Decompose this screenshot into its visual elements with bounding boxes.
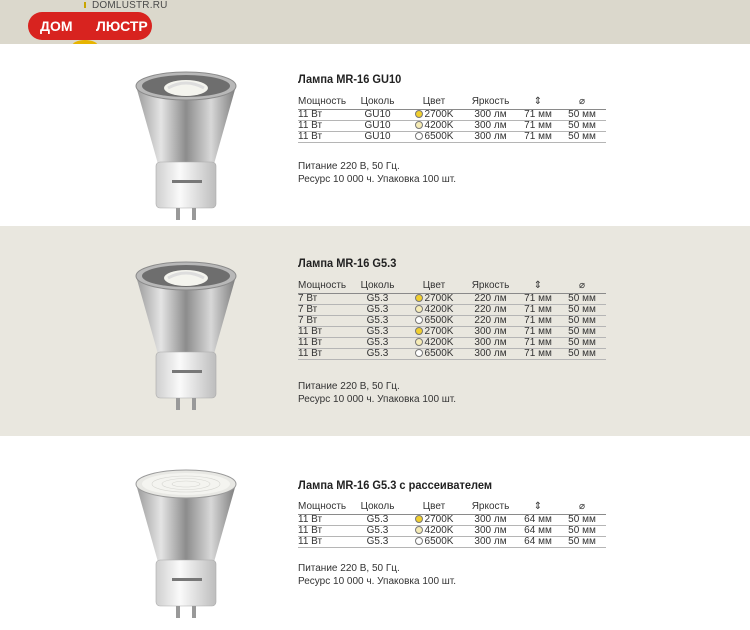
- cell-height: 71 мм: [518, 109, 558, 120]
- cell-base: G5.3: [350, 293, 405, 304]
- spec-row: [298, 514, 606, 525]
- cell-brightness: 300 лм: [463, 131, 518, 142]
- color-dot-icon: [415, 132, 423, 140]
- cell-color: [405, 120, 463, 131]
- cell-diameter: 50 мм: [558, 348, 606, 359]
- spec-table: [298, 500, 606, 548]
- logo-word-lustr: ЛЮСТР: [96, 18, 148, 34]
- cell-color-value: 4200K: [424, 336, 454, 348]
- cell-base: G5.3: [350, 514, 405, 525]
- cell-height: 64 мм: [518, 536, 558, 547]
- column-header-power: Мощность: [298, 279, 350, 293]
- color-dot-icon: [415, 526, 423, 534]
- cell-color-value: 2700K: [424, 292, 454, 304]
- cell-color-value: 2700K: [424, 108, 454, 120]
- cell-height: 71 мм: [518, 348, 558, 359]
- cell-diameter: 50 мм: [558, 337, 606, 348]
- color-dot-icon: [415, 327, 423, 335]
- cell-brightness: 300 лм: [463, 326, 518, 337]
- column-header-diameter: ⌀: [558, 95, 606, 109]
- spec-row: [298, 348, 606, 359]
- note-line: Питание 220 В, 50 Гц.: [298, 381, 400, 392]
- cell-power: 11 Вт: [298, 131, 350, 142]
- cell-base: GU10: [350, 131, 405, 142]
- column-header-base: Цоколь: [350, 95, 405, 109]
- cell-power: 11 Вт: [298, 348, 350, 359]
- cell-color: [405, 536, 463, 547]
- spec-row: [298, 337, 606, 348]
- column-header-diameter: ⌀: [558, 279, 606, 293]
- cell-height: 71 мм: [518, 337, 558, 348]
- cell-power: 11 Вт: [298, 109, 350, 120]
- spec-row: [298, 120, 606, 131]
- cell-base: G5.3: [350, 337, 405, 348]
- cell-base: G5.3: [350, 315, 405, 326]
- cell-brightness: 300 лм: [463, 514, 518, 525]
- color-dot-icon: [415, 305, 423, 313]
- cell-brightness: 300 лм: [463, 348, 518, 359]
- cell-color-value: 6500K: [424, 130, 454, 142]
- cell-color: [405, 514, 463, 525]
- cell-power: 11 Вт: [298, 536, 350, 547]
- spec-header-row: [298, 95, 606, 109]
- column-header-color: Цвет: [405, 279, 463, 293]
- cell-power: 11 Вт: [298, 326, 350, 337]
- product-title: Лампа MR-16 G5.3 с рассеивателем: [298, 478, 493, 492]
- cell-base: G5.3: [350, 348, 405, 359]
- color-dot-icon: [415, 121, 423, 129]
- cell-height: 71 мм: [518, 293, 558, 304]
- spec-header-row: [298, 500, 606, 514]
- product-section-gu10: [0, 44, 750, 226]
- cell-color: [405, 525, 463, 536]
- color-dot-icon: [415, 338, 423, 346]
- spec-row: [298, 326, 606, 337]
- cell-diameter: 50 мм: [558, 131, 606, 142]
- cell-height: 64 мм: [518, 525, 558, 536]
- column-header-diameter: ⌀: [558, 500, 606, 514]
- column-header-height: ⇕: [518, 279, 558, 293]
- color-dot-icon: [415, 294, 423, 302]
- color-dot-icon: [415, 316, 423, 324]
- spec-row: [298, 536, 606, 547]
- product-section-g53: [0, 226, 750, 436]
- cell-color-value: 6500K: [424, 314, 454, 326]
- cell-color-value: 2700K: [424, 325, 454, 337]
- cell-diameter: 50 мм: [558, 120, 606, 131]
- cell-color-value: 2700K: [424, 513, 454, 525]
- cell-power: 7 Вт: [298, 315, 350, 326]
- color-dot-icon: [415, 537, 423, 545]
- cell-power: 11 Вт: [298, 337, 350, 348]
- cell-base: G5.3: [350, 304, 405, 315]
- cell-diameter: 50 мм: [558, 536, 606, 547]
- cell-brightness: 220 лм: [463, 304, 518, 315]
- column-header-height: ⇕: [518, 95, 558, 109]
- cell-base: GU10: [350, 120, 405, 131]
- cell-diameter: 50 мм: [558, 293, 606, 304]
- column-header-base: Цоколь: [350, 500, 405, 514]
- logo-word-dom: ДОМ: [40, 18, 73, 34]
- cell-base: G5.3: [350, 536, 405, 547]
- column-header-color: Цвет: [405, 95, 463, 109]
- lamp-image: [128, 462, 244, 622]
- cell-color: [405, 304, 463, 315]
- spec-table: [298, 95, 606, 143]
- cell-diameter: 50 мм: [558, 326, 606, 337]
- cell-power: 11 Вт: [298, 525, 350, 536]
- spec-header-row: [298, 279, 606, 293]
- color-dot-icon: [415, 515, 423, 523]
- cell-height: 71 мм: [518, 131, 558, 142]
- cell-base: G5.3: [350, 525, 405, 536]
- cell-color: [405, 315, 463, 326]
- cell-diameter: 50 мм: [558, 525, 606, 536]
- product-section-g53-diffuser: [0, 436, 750, 630]
- lamp-image: [128, 254, 244, 414]
- product-notes: [298, 160, 456, 186]
- cell-color: [405, 348, 463, 359]
- spec-row: [298, 304, 606, 315]
- product-title: Лампа MR-16 GU10: [298, 72, 402, 86]
- product-notes: [298, 380, 456, 406]
- cell-height: 71 мм: [518, 326, 558, 337]
- color-dot-icon: [415, 110, 423, 118]
- column-header-power: Мощность: [298, 95, 350, 109]
- note-line: Ресурс 10 000 ч. Упаковка 100 шт.: [298, 174, 457, 185]
- cell-power: 11 Вт: [298, 514, 350, 525]
- cell-brightness: 300 лм: [463, 525, 518, 536]
- cell-brightness: 220 лм: [463, 315, 518, 326]
- cell-brightness: 300 лм: [463, 337, 518, 348]
- cell-base: G5.3: [350, 326, 405, 337]
- cell-height: 71 мм: [518, 315, 558, 326]
- cell-height: 71 мм: [518, 304, 558, 315]
- cell-color-value: 6500K: [424, 535, 454, 547]
- cell-color-value: 4200K: [424, 303, 454, 315]
- lamp-image: [128, 64, 244, 224]
- note-line: Питание 220 В, 50 Гц.: [298, 563, 400, 574]
- spec-row: [298, 525, 606, 536]
- spec-row: [298, 109, 606, 120]
- column-header-brightness: Яркость: [463, 279, 518, 293]
- cell-height: 64 мм: [518, 514, 558, 525]
- cell-color: [405, 131, 463, 142]
- cell-diameter: 50 мм: [558, 514, 606, 525]
- column-header-base: Цоколь: [350, 279, 405, 293]
- cell-diameter: 50 мм: [558, 109, 606, 120]
- cell-color: [405, 109, 463, 120]
- cell-color: [405, 326, 463, 337]
- spec-table: [298, 279, 606, 360]
- logo-badge: [28, 12, 152, 40]
- column-header-brightness: Яркость: [463, 95, 518, 109]
- cell-color: [405, 293, 463, 304]
- note-line: Ресурс 10 000 ч. Упаковка 100 шт.: [298, 576, 457, 587]
- logo-site-url: DOMLUSTR.RU: [92, 0, 168, 11]
- column-header-brightness: Яркость: [463, 500, 518, 514]
- cell-diameter: 50 мм: [558, 315, 606, 326]
- spec-row: [298, 131, 606, 142]
- cell-color-value: 4200K: [424, 524, 454, 536]
- spec-row: [298, 293, 606, 304]
- cell-brightness: 300 лм: [463, 109, 518, 120]
- cell-color-value: 4200K: [424, 119, 454, 131]
- column-header-color: Цвет: [405, 500, 463, 514]
- cell-power: 7 Вт: [298, 293, 350, 304]
- cell-diameter: 50 мм: [558, 304, 606, 315]
- note-line: Ресурс 10 000 ч. Упаковка 100 шт.: [298, 394, 457, 405]
- cell-color-value: 6500K: [424, 347, 454, 359]
- cell-color: [405, 337, 463, 348]
- cell-power: 7 Вт: [298, 304, 350, 315]
- product-title: Лампа MR-16 G5.3: [298, 256, 397, 270]
- note-line: Питание 220 В, 50 Гц.: [298, 161, 400, 172]
- cell-brightness: 300 лм: [463, 120, 518, 131]
- cell-brightness: 300 лм: [463, 536, 518, 547]
- column-header-power: Мощность: [298, 500, 350, 514]
- product-notes: [298, 562, 456, 588]
- column-header-height: ⇕: [518, 500, 558, 514]
- cell-base: GU10: [350, 109, 405, 120]
- spec-row: [298, 315, 606, 326]
- cell-power: 11 Вт: [298, 120, 350, 131]
- cell-brightness: 220 лм: [463, 293, 518, 304]
- color-dot-icon: [415, 349, 423, 357]
- cell-height: 71 мм: [518, 120, 558, 131]
